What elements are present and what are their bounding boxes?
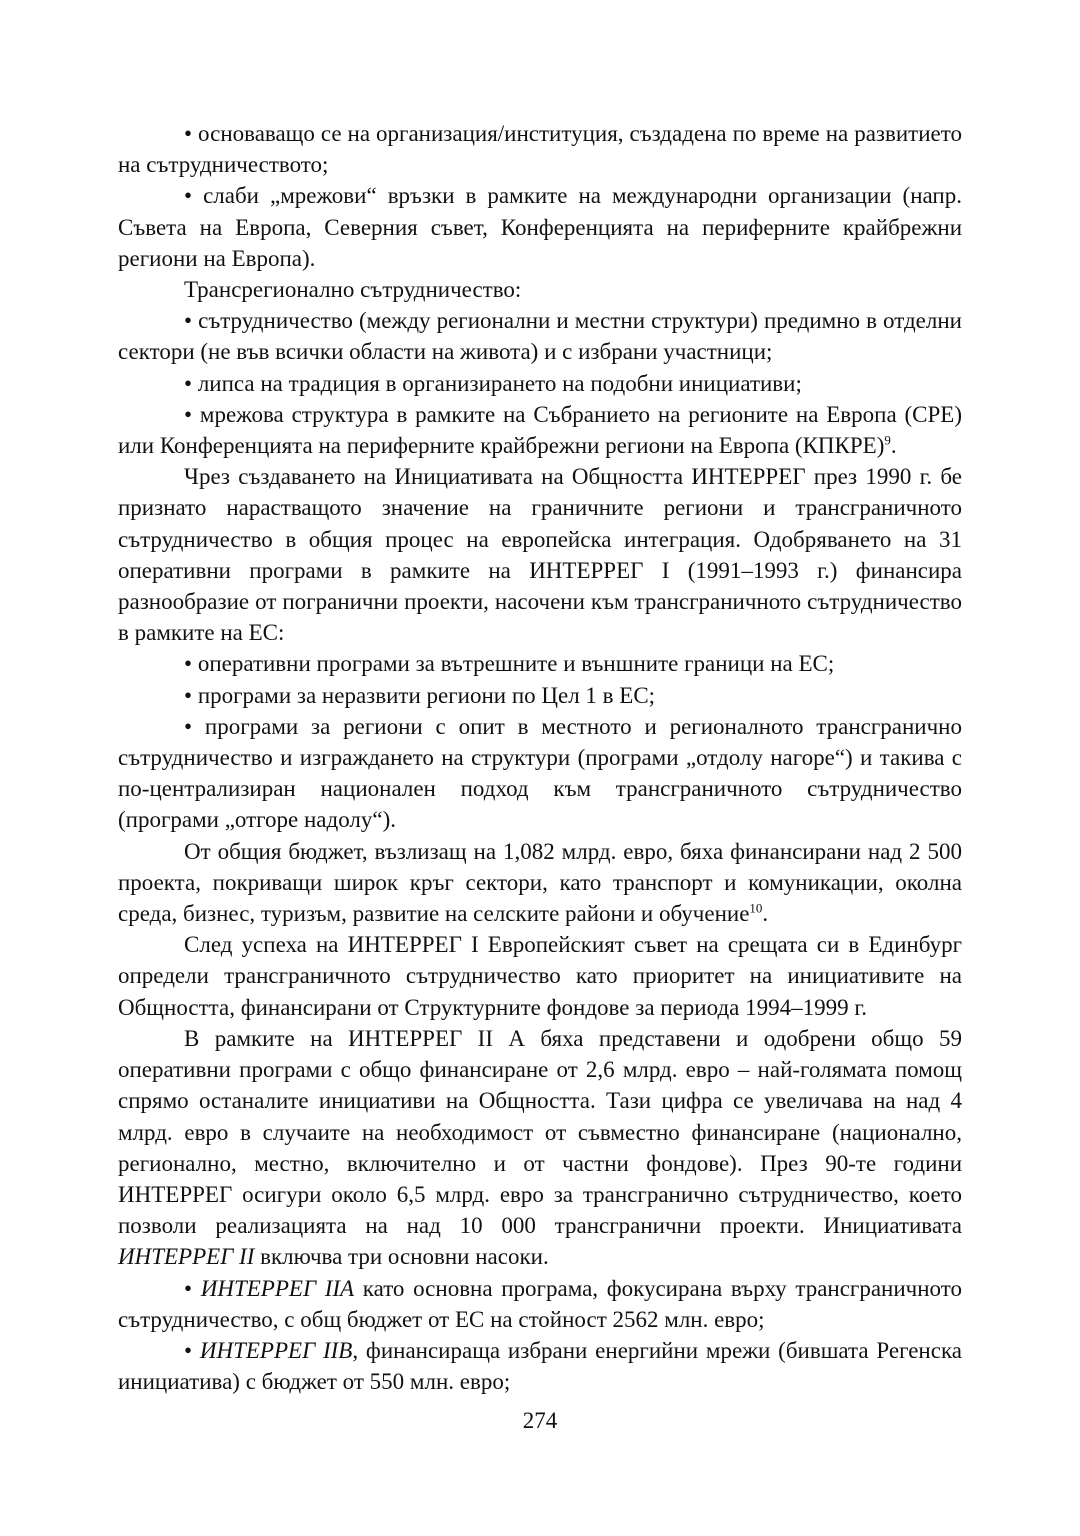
body-paragraph: В рамките на ИНТЕРРЕГ II А бяха представени и одобрени общо 59 оперативни програми с общо финансиране от 2,6 млрд. евро – най-голямата помощ спрямо останалите инициативи на Общността. Тази цифра се увеличава на над 4 млрд. евро в случаите на необходимост от съвместно финансиране (национално, регионално, местно, включително и от частни фондове). През 90-те години ИНТЕРРЕГ осигури около 6,5 млрд. евро за трансгранично сътрудничество, което позволи реализацията на над 10 000 трансгранични проекти. Инициативата ИНТЕРРЕГ II включва три основни насоки.	[118, 1025, 962, 1270]
bullet-paragraph: • основаващо се на организация/институция, създадена по време на развитието на сътрудничеството;	[118, 118, 962, 180]
bullet-paragraph: • ИНТЕРРЕГ IIВ, финансираща избрани енергийни мрежи (бившата Регенска инициатива) с бюджет от 550 млн. евро;	[118, 1335, 962, 1397]
bullet-paragraph: • програми за региони с опит в местното и регионалното трансгранично сътрудничество и изграждането на структури (програми „отдолу нагоре“) и такива с по-централизиран национален подход към трансграничното сътрудничество (програми „отгоре надолу“).	[118, 711, 962, 836]
body-paragraph: От общия бюджет, възлизащ на 1,082 млрд. евро, бяха финансирани над 2 500 проекта, покриващи широк кръг сектори, като транспорт и комуникации, околна среда, бизнес, туризъм, развитие на селските райони и обучение$^{10}$.	[118, 838, 962, 927]
bullet-paragraph: • липса на традиция в организирането на подобни инициативи;	[118, 368, 962, 399]
italic-term: ИНТЕРРЕГ II	[118, 1244, 255, 1270]
bullet-paragraph: • слаби „мрежови“ връзки в рамките на международни организации (напр. Съвета на Европа, Северния съвет, Конференцията на периферните крайбрежни региони на Европа).	[118, 180, 962, 274]
section-heading: Трансрегионално сътрудничество:	[184, 277, 522, 303]
bullet-paragraph: • програми за неразвити региони по Цел 1 в ЕС;	[118, 680, 962, 711]
bullet-paragraph: • мрежова структура в рамките на Събранието на регионите на Европа (СРЕ) или Конференцията на периферните крайбрежни региони на Европа (КПКРЕ)$^9$.	[118, 399, 962, 461]
bullet-paragraph: • ИНТЕРРЕГ IIА като основна програма, фокусирана върху трансграничното сътрудничество, с общ бюджет от ЕС на стойност 2562 млн. евро;	[118, 1273, 962, 1335]
body-paragraph: Чрез създаването на Инициативата на Общността ИНТЕРРЕГ през 1990 г. бе признато нарастващото значение на граничните региони и трансграничното сътрудничество в общия процес на европейска интеграция. Одобряването на 31 оперативни програми в рамките на ИНТЕРРЕГ I (1991–1993 г.) финансира разнообразие от погранични проекти, насочени към трансграничното сътрудничество в рамките на ЕС:	[118, 464, 962, 646]
footnote-ref: 10	[749, 900, 763, 916]
italic-term: ИНТЕРРЕГ IIВ,	[199, 1337, 359, 1363]
body-paragraph: След успеха на ИНТЕРРЕГ I Европейският съвет на срещата си в Единбург определи трансграничното сътрудничество като приоритет на инициативите на Общността, финансирани от Структурните фондове за периода 1994–1999 г.	[118, 932, 962, 1020]
footnote-ref: 9	[884, 432, 891, 448]
page-number: 274	[522, 1408, 558, 1433]
italic-term: ИНТЕРРЕГ IIА	[200, 1275, 355, 1301]
page-body	[118, 118, 962, 1397]
bullet-paragraph: • сътрудничество (между регионални и местни структури) предимно в отделни сектори (не във всички области на живота) и с избрани участници;	[118, 305, 962, 367]
bullet-paragraph: • оперативни програми за вътрешните и външните граници на ЕС;	[118, 648, 962, 679]
